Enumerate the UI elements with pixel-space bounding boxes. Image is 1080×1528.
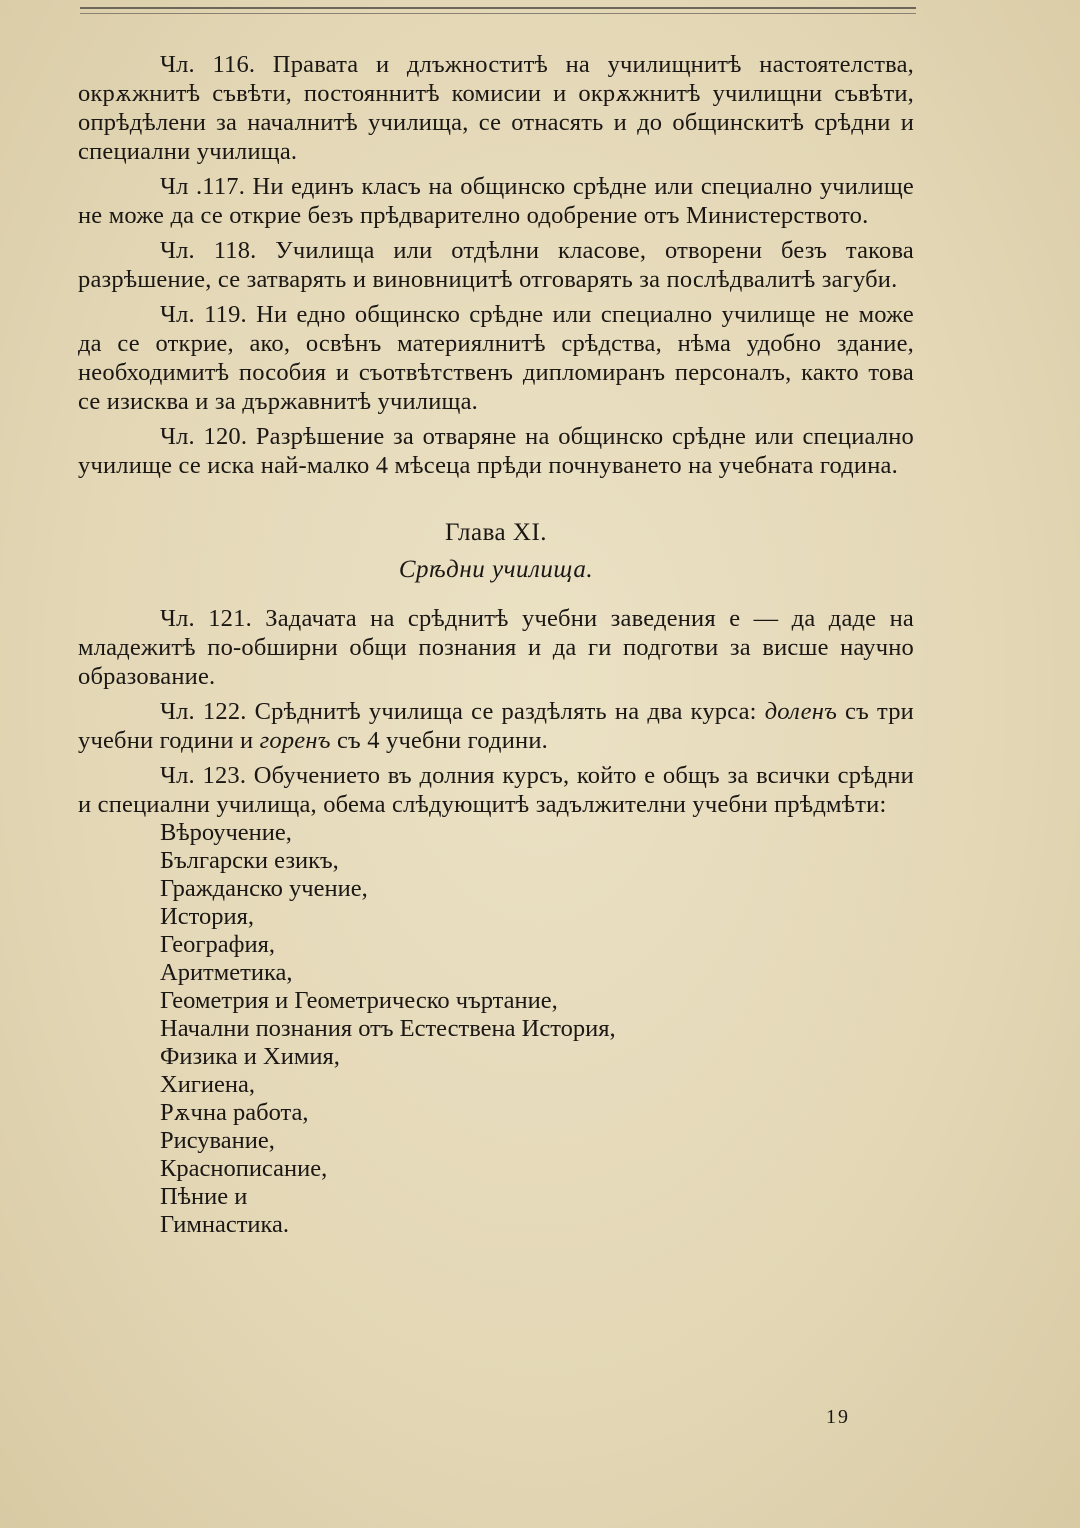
subject-item: Рѫчна работа, xyxy=(160,1099,309,1126)
subject-item: Български езикъ, xyxy=(160,847,339,874)
subject-item: Пѣние и xyxy=(160,1183,248,1210)
subject-list xyxy=(78,819,914,1239)
chapter-subtitle: Срѣдни училища. xyxy=(398,556,594,583)
article-122-end: съ 4 учебни години. xyxy=(330,727,548,754)
article-122-lower-course: доленъ xyxy=(764,698,837,725)
subject-item: Гимнастика. xyxy=(160,1211,290,1238)
article-122-mid: съ три учебни години и xyxy=(78,698,914,754)
article-122-upper-course: горенъ xyxy=(259,727,331,754)
page-number: 19 xyxy=(826,1406,850,1428)
article-123: Чл. 123. Обучението въ долния курсъ, който е общъ за всички срѣдни и специални училища, обема слѣдующитѣ задължителни учебни прѣдмѣти: xyxy=(78,762,914,818)
subject-item: Рисувание, xyxy=(160,1127,275,1154)
subject-item: Гражданско учение, xyxy=(160,875,368,902)
article-118: Чл. 118. Училища или отдѣлни класове, отворени безъ такова разрѣшение, се затварять и виновницитѣ отговарять за послѣдвалитѣ загуби. xyxy=(78,237,914,293)
subject-item: Геометрия и Геометрическо чъртание, xyxy=(160,987,558,1014)
subject-item: Вѣроучение, xyxy=(160,819,292,846)
header-rule xyxy=(80,7,916,9)
header-rule-thin xyxy=(80,13,916,14)
article-119: Чл. 119. Ни едно общинско срѣдне или специално училище не може да се открие, ако, освѣнъ материялнитѣ срѣдства, нѣма удобно здание, необходимитѣ пособия и съотвѣтственъ дипломиранъ персоналъ, както това се изисква и за държавнитѣ училища. xyxy=(78,301,914,415)
article-121: Чл. 121. Задачата на срѣднитѣ учебни заведения е — да даде на младежитѣ по-обширни общи познания и да ги подготви за висше научно образование. xyxy=(78,605,914,690)
article-117: Чл .117. Ни единъ класъ на общинско срѣдне или специално училище не може да се открие безъ прѣдварително одобрение отъ Министерството. xyxy=(78,173,914,229)
article-120: Чл. 120. Разрѣшение за отваряне на общинско срѣдне или специално училище се иска най-малко 4 мѣсеца прѣди почнуването на учебната година. xyxy=(78,423,914,479)
subject-item: Аритметика, xyxy=(160,959,293,986)
subject-item: Хигиена, xyxy=(160,1071,255,1098)
subject-item: География, xyxy=(160,931,275,958)
subject-item: Начални познания отъ Естествена История, xyxy=(160,1015,616,1042)
article-116: Чл. 116. Правата и длъжноститѣ на училищнитѣ настоятелства, окрѫжнитѣ съвѣти, постояннитѣ комисии и окрѫжнитѣ училищни съвѣти, опрѣдѣлени за началнитѣ училища, се отнасять и до общинскитѣ срѣдни и специални училища. xyxy=(78,51,914,165)
article-122-start: Чл. 122. Срѣднитѣ училища се раздѣлять на два курса: xyxy=(160,698,765,725)
subject-item: Краснописание, xyxy=(160,1155,328,1182)
article-122 xyxy=(78,697,914,755)
page-text xyxy=(78,50,914,1239)
chapter-title: Глава XI. xyxy=(444,519,548,546)
subject-item: История, xyxy=(160,903,254,930)
subject-item: Физика и Химия, xyxy=(160,1043,340,1070)
